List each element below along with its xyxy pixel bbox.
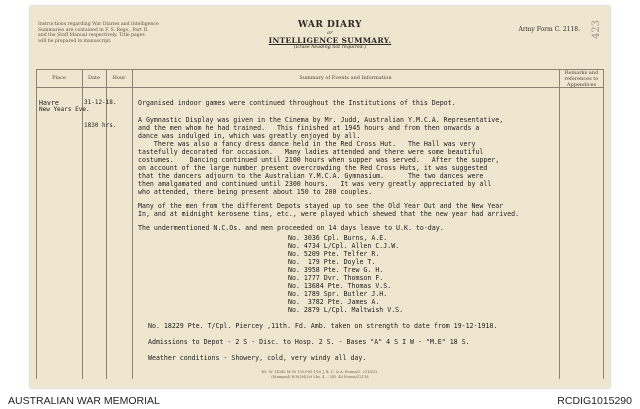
diary-page (30, 6, 610, 388)
war-diary-title: WAR DIARY (297, 20, 363, 30)
page-number-stamp: 423 (590, 19, 602, 40)
table-header-rule (36, 87, 604, 88)
leave-list-item: No. 4734 L/Cpl. Allen C.J.W. (288, 242, 400, 250)
column-hour: Hour (112, 75, 126, 81)
summary-line: In, and at midnight kerosene tins, etc., were played which shewed that the new year had arrived. (138, 210, 520, 218)
place-date-divider (82, 69, 83, 379)
leave-list-item: No. 1777 Dvr. Thomson F. (288, 274, 384, 282)
summary-remarks-divider (559, 69, 560, 379)
table-left-rule (36, 69, 37, 379)
leave-list-item: No. 179 Pte. Doyle T. (288, 258, 376, 266)
or-text: or (327, 30, 333, 36)
summary-line: then amalgamated and continued until 2300 hours. It was very greatly appreciated by all (138, 180, 492, 188)
summary-line: who attended, there being present about 150 to 200 couples. (138, 188, 373, 196)
table-top-rule (36, 69, 604, 70)
date-hour-divider (106, 69, 107, 379)
summary-line: that the dancers adjourn to the Australian Y.M.C.A. Gymnasium. The two dances were (138, 172, 484, 180)
printer-imprint: Wt. W. 14342 M.90 750,000 1/16 J. B. C. & A. Forms/C. 2118/12. (261, 370, 379, 374)
leave-list-item: No. 2879 L/Cpl. Maltwish V.S. (288, 306, 404, 314)
summary-line: Many of the men from the different Depots stayed up to see the Old Year Out and the New Year (138, 202, 504, 210)
erase-note: (Erase heading not required.) (293, 45, 367, 50)
column-remarks: Remarks and references to Appendices (564, 70, 599, 88)
army-form-ref: Army Form C. 2118. (518, 26, 580, 33)
summary-line: Organised indoor games were continued throughout the Institutions of this Depot. (138, 99, 456, 107)
instructions-note: Instructions regarding War Diaries and Intelligence Summaries are contained in F. S. Regs., Part II. and the Staff Manual respectively. Title pages will be prepared in manuscript. (38, 22, 159, 44)
table-right-rule (603, 69, 604, 379)
summary-line: costumes. Dancing continued until 2100 hours when supper was served. After the supper, (138, 156, 500, 164)
hour-entry: 1830 hrs. (84, 122, 117, 129)
column-place: Place (52, 75, 66, 81)
leave-list-item: No. 5209 Pte. Telfer R. (288, 250, 380, 258)
leave-list-item: No. 3782 Pte. James A. (288, 298, 380, 306)
form-title (230, 20, 430, 50)
archive-caption: AUSTRALIAN WAR MEMORIAL (8, 395, 160, 407)
leave-list-item: No. 3036 Cpl. Burns, A.E. (288, 234, 388, 242)
strength-note: No. 18229 Pte. T/Cpl. Piercey ,11th. Fd. Amb. taken on strength to date from 19-12-1918. (148, 322, 498, 330)
summary-line: A Gymnastic Display was given in the Cinema by Mr. Judd, Australian Y.M.C.A. Representative, (138, 116, 504, 124)
leave-list-item: No. 13684 Pte. Thomas V.S. (288, 282, 392, 290)
summary-line: tastefully decorated for occasion. Many ladies attended and there were some beautiful (138, 148, 484, 156)
intelligence-summary-title: INTELLIGENCE SUMMARY. (268, 36, 392, 45)
column-summary: Summary of Events and Information (299, 75, 392, 81)
place-havre: Havre (39, 99, 59, 107)
admissions-note: Admissions to Depot - 2 S - Disc. to Hosp. 2 S. - Bases "A" 4 S I W - "M.E" 18 S. (148, 338, 470, 346)
hour-summary-divider (132, 69, 133, 379)
leave-list-item: No. 3958 Pte. Trew G. H. (288, 266, 384, 274)
summary-line: There was also a fancy dress dance held in the Red Cross Hut. The Hall was very (138, 140, 476, 148)
column-date: Date (88, 75, 100, 81)
place-new-years-eve: New Years Eve. (39, 106, 90, 113)
summary-line: and the men whom he had trained. This finished at 1945 hours and from then onwards a (138, 124, 480, 132)
record-id: RCDIG1015290 (557, 395, 632, 407)
summary-line: dance was indulged in, which was greatly enjoyed by all. (138, 132, 361, 140)
summary-line: The undermentioned N.C.Os. and men proceeded on 14 days leave to U.K. to-day. (138, 224, 444, 232)
leave-list-item: No. 1789 Spr. Butler J.H. (288, 290, 388, 298)
date-entry: 31-12-18. (84, 99, 117, 106)
printer-imprint-stamp: (Stamped) W.W.(M)2/9 Lbs. 4 ... HD. 40 Forms/C2118 (271, 375, 369, 379)
weather-note: Weather conditions - Showery, cold, very windy all day. (148, 354, 367, 362)
summary-line: on account of the large number present overcrowding the Red Cross Huts, it was suggested (138, 164, 488, 172)
